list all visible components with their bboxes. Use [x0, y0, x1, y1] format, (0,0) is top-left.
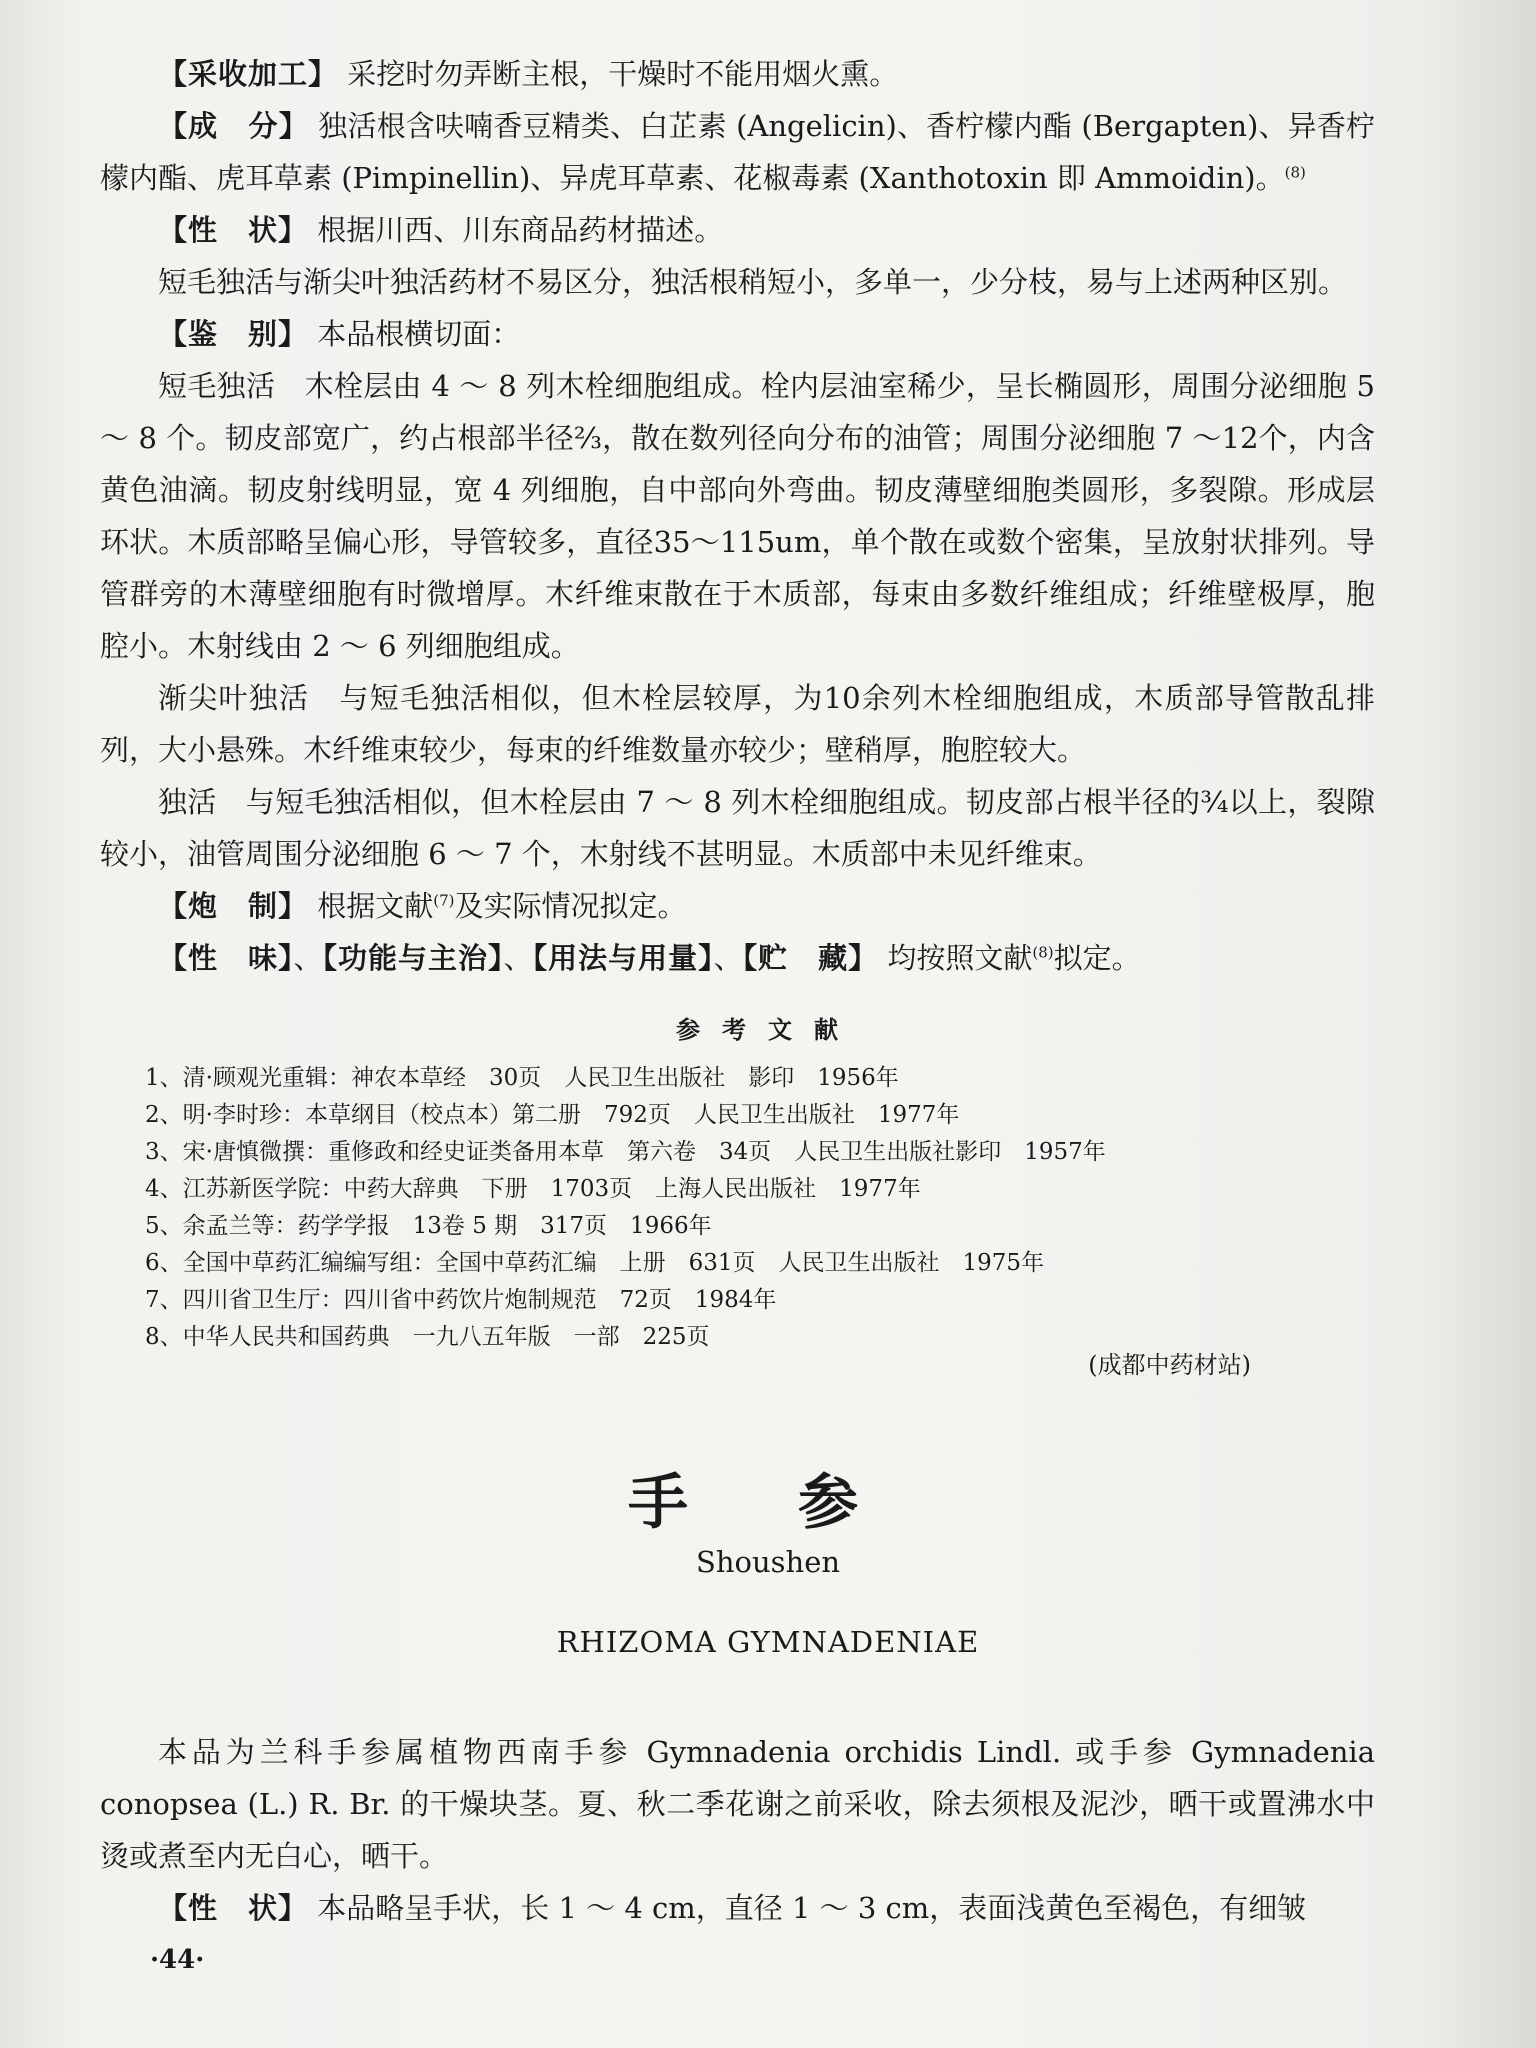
upper-text-block [100, 48, 1375, 984]
usage-tag: 【用法与用量】 [532, 941, 714, 975]
harvest-text: 采挖时勿弄断主根，干燥时不能用烟火熏。 [347, 57, 899, 91]
identification-tag: 【鉴 别】 [158, 317, 309, 351]
description-paragraph [100, 204, 1375, 256]
references-title: 参考文献 [676, 1016, 860, 1044]
others-sep-1: 、 [293, 941, 323, 975]
reference-item: 6、全国中草药汇编编写组：全国中草药汇编 上册 631页 人民卫生出版社 1975年 [145, 1250, 1045, 1276]
identification-paragraph [100, 308, 1375, 360]
others-text-after: 拟定。 [1053, 941, 1141, 975]
harvest-tag: 【采收加工】 [158, 57, 339, 91]
reference-item: 2、明·李时珍：本草纲目（校点本）第二册 792页 人民卫生出版社 1977年 [145, 1102, 960, 1128]
composition-paragraph [100, 100, 1375, 204]
entry-title: 手参 [628, 1468, 968, 1538]
reference-item: 7、四川省卫生厅：四川省中药饮片炮制规范 72页 1984年 [145, 1287, 777, 1313]
processing-tag: 【炮 制】 [158, 889, 309, 923]
reference-item: 8、中华人民共和国药典 一九八五年版 一部 225页 [145, 1324, 710, 1350]
others-sep-3: 、 [713, 941, 743, 975]
others-paragraph [100, 932, 1375, 984]
entry-description-paragraph [100, 1882, 1375, 1934]
function-tag: 【功能与主治】 [322, 941, 504, 975]
taste-tag: 【性 味】 [158, 941, 294, 975]
entry-description-tag: 【性 状】 [158, 1891, 309, 1925]
references-source: (成都中药材站) [1088, 1351, 1251, 1379]
processing-ref: (7) [433, 891, 455, 910]
others-sep-2: 、 [503, 941, 533, 975]
lower-text-block [100, 1726, 1375, 1934]
processing-text-after: 及实际情况拟定。 [454, 889, 687, 923]
reference-item: 4、江苏新医学院：中药大辞典 下册 1703页 上海人民出版社 1977年 [145, 1176, 921, 1202]
processing-text-before: 根据文献 [317, 889, 434, 923]
composition-text: 独活根含呋喃香豆精类、白芷素 (Angelicin)、香柠檬内酯 (Bergapten)、异香柠檬内酯、虎耳草素 (Pimpinellin)、异虎耳草素、花椒毒素 (Xanthotoxin 即 Ammoidin)。 [100, 109, 1376, 195]
references-list [145, 1060, 1295, 1356]
identification-text: 本品根横切面： [317, 317, 521, 351]
description-text: 根据川西、川东商品药材描述。 [317, 213, 724, 247]
others-text-before: 均按照文献 [887, 941, 1033, 975]
composition-tag: 【成 分】 [158, 109, 309, 143]
entry-description-text: 本品略呈手状，长 1 ～ 4 cm，直径 1 ～ 3 cm，表面浅黄色至褐色，有细皱 [317, 1891, 1307, 1925]
composition-ref: (8) [1284, 163, 1306, 182]
entry-latin-name: RHIZOMA GYMNADENIAE [556, 1625, 980, 1659]
others-ref: (8) [1032, 943, 1054, 962]
identification-duhuo: 独活 与短毛独活相似，但木栓层由 7 ～ 8 列木栓细胞组成。韧皮部占根半径的¾以上，裂隙较小，油管周围分泌细胞 6 ～ 7 个，木射线不甚明显。木质部中未见纤维束。 [100, 785, 1375, 871]
storage-tag: 【贮 藏】 [742, 941, 879, 975]
description-detail: 短毛独活与渐尖叶独活药材不易区分，独活根稍短小，多单一，少分枝，易与上述两种区别。 [158, 265, 1348, 299]
reference-item: 1、清·顾观光重辑：神农本草经 30页 人民卫生出版社 影印 1956年 [145, 1065, 899, 1091]
processing-paragraph [100, 880, 1375, 932]
entry-pinyin: Shoushen [695, 1545, 841, 1579]
harvest-paragraph [100, 48, 1375, 100]
description-tag: 【性 状】 [158, 213, 309, 247]
reference-item: 5、余孟兰等：药学学报 13卷 5 期 317页 1966年 [145, 1213, 712, 1239]
identification-acuminate-leaf: 渐尖叶独活 与短毛独活相似，但木栓层较厚，为10余列木栓细胞组成，木质部导管散乱排列，大小悬殊。木纤维束较少，每束的纤维数量亦较少；壁稍厚，胞腔较大。 [100, 681, 1375, 767]
page-number: ·44· [150, 1945, 205, 1975]
reference-item: 3、宋·唐慎微撰：重修政和经史证类备用本草 第六卷 34页 人民卫生出版社影印 1957年 [145, 1139, 1106, 1165]
identification-short-hair: 短毛独活 木栓层由 4 ～ 8 列木栓细胞组成。栓内层油室稀少，呈长椭圆形，周围分泌细胞 5 ～ 8 个。韧皮部宽广，约占根部半径⅔，散在数列径向分布的油管；周围分泌细胞 7 ～12个，内含黄色油滴。韧皮射线明显，宽 4 列细胞，自中部向外弯曲。韧皮薄壁细胞类圆形，多裂隙。形成层环状。木质部略呈偏心形，导管较多，直径35～115um，单个散在或数个密集，呈放射状排列。导管群旁的木薄壁细胞有时微增厚。木纤维束散在于木质部，每束由多数纤维组成；纤维壁极厚，胞腔小。木射线由 2 ～ 6 列细胞组成。 [100, 369, 1375, 663]
entry-intro: 本品为兰科手参属植物西南手参 Gymnadenia orchidis Lindl. 或手参 Gymnadenia conopsea (L.) R. Br. 的干燥块茎。夏、秋二季花谢之前采收，除去须根及泥沙，晒干或置沸水中烫或煮至内无白心，晒干。 [100, 1735, 1375, 1873]
